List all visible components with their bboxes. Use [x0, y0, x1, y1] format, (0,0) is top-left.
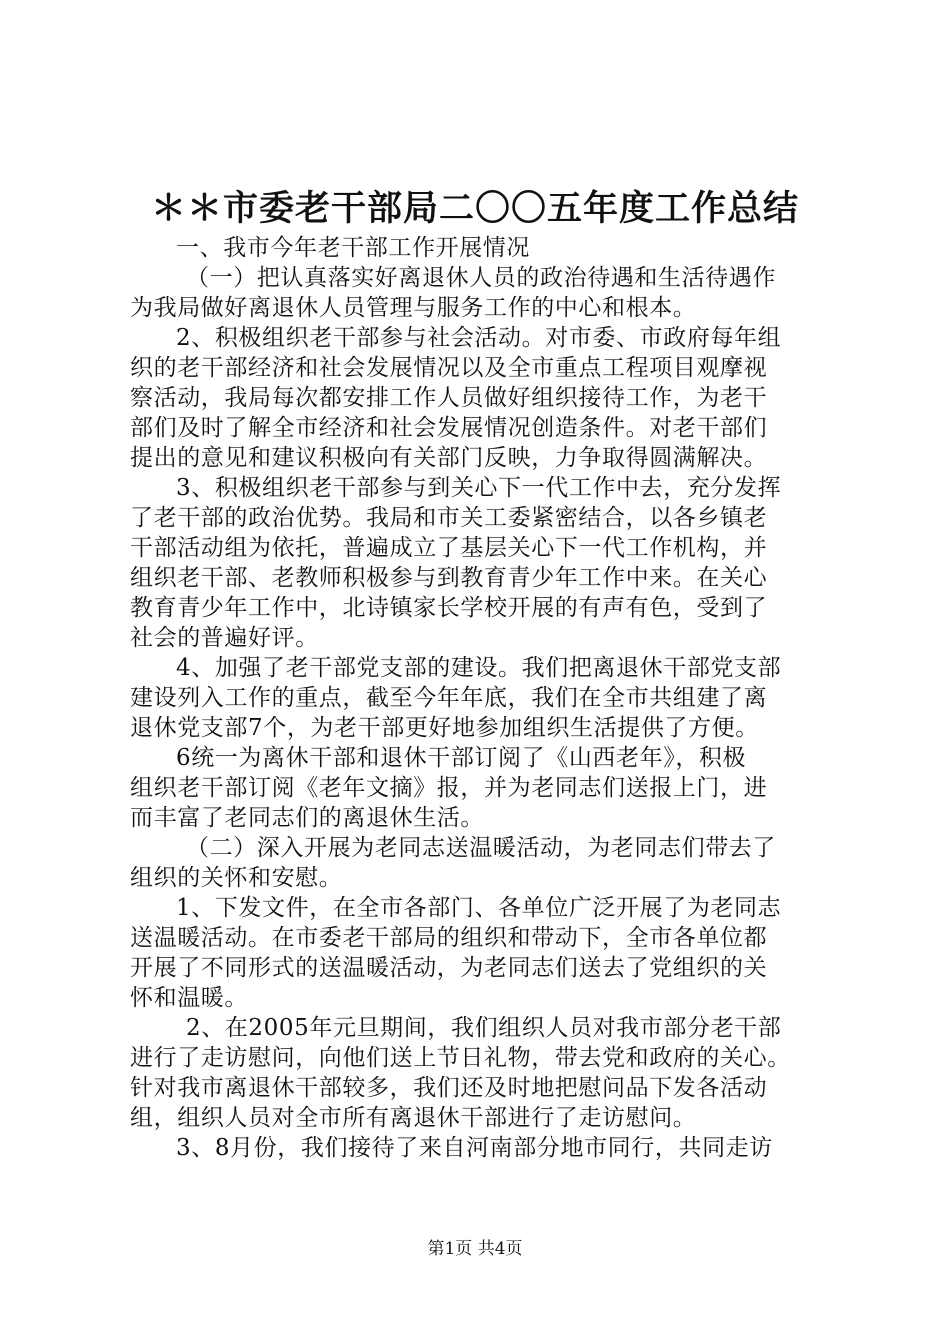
body-line: 3、积极组织老干部参与到关心下一代工作中去，充分发挥: [176, 475, 782, 501]
body-line: 部们及时了解全市经济和社会发展情况创造条件。对老干部们: [130, 415, 768, 441]
body-line: 6统一为离休干部和退休干部订阅了《山西老年》，积极: [176, 745, 747, 771]
body-line: 组，组织人员对全市所有离退休干部进行了走访慰问。: [130, 1105, 697, 1131]
body-line: 提出的意见和建议积极向有关部门反映，力争取得圆满解决。: [130, 445, 768, 471]
body-line: （二）深入开展为老同志送温暖活动，为老同志们带去了: [186, 835, 776, 861]
body-line: 社会的普遍好评。: [130, 625, 319, 651]
body-line: 送温暖活动。在市委老干部局的组织和带动下，全市各单位都: [130, 925, 768, 951]
document-body: [130, 233, 835, 1163]
body-line: 退休党支部7个，为老干部更好地参加组织生活提供了方便。: [130, 715, 759, 741]
document-title: ＊＊市委老干部局二〇〇五年度工作总结: [150, 189, 799, 229]
body-line: 教育青少年工作中，北诗镇家长学校开展的有声有色，受到了: [130, 595, 768, 621]
body-line: 察活动，我局每次都安排工作人员做好组织接待工作，为老干: [130, 385, 768, 411]
body-line: 组织的关怀和安慰。: [130, 865, 343, 891]
body-line: 组织老干部、老教师积极参与到教育青少年工作中来。在关心: [130, 565, 768, 591]
body-line: （一）把认真落实好离退休人员的政治待遇和生活待遇作: [186, 265, 776, 291]
body-line: 2、在2005年元旦期间，我们组织人员对我市部分老干部: [186, 1015, 782, 1041]
body-line: 4、加强了老干部党支部的建设。我们把离退休干部党支部: [176, 655, 782, 681]
body-line: 织的老干部经济和社会发展情况以及全市重点工程项目观摩视: [130, 355, 768, 381]
body-line: 为我局做好离退休人员管理与服务工作的中心和根本。: [130, 295, 697, 321]
body-line: 怀和温暖。: [130, 985, 248, 1011]
body-line: 一、我市今年老干部工作开展情况: [176, 235, 530, 261]
body-line: 2、积极组织老干部参与社会活动。对市委、市政府每年组: [176, 325, 782, 351]
body-line: 组织老干部订阅《老年文摘》报，并为老同志们送报上门，进: [130, 775, 768, 801]
body-line: 了老干部的政治优势。我局和市关工委紧密结合，以各乡镇老: [130, 505, 768, 531]
body-line: 3、8月份，我们接待了来自河南部分地市同行，共同走访: [176, 1135, 773, 1161]
body-line: 针对我市离退休干部较多，我们还及时地把慰问品下发各活动: [130, 1075, 768, 1101]
body-line: 1、下发文件，在全市各部门、各单位广泛开展了为老同志: [176, 895, 782, 921]
body-line: 开展了不同形式的送温暖活动，为老同志们送去了党组织的关: [130, 955, 768, 981]
body-line: 建设列入工作的重点，截至今年年底，我们在全市共组建了离: [130, 685, 768, 711]
page-number-footer: 第1页 共4页: [427, 1239, 523, 1259]
body-line: 进行了走访慰问，向他们送上节日礼物，带去党和政府的关心。: [130, 1045, 791, 1071]
body-line: 干部活动组为依托，普遍成立了基层关心下一代工作机构，并: [130, 535, 768, 561]
body-line: 而丰富了老同志们的离退休生活。: [130, 805, 484, 831]
